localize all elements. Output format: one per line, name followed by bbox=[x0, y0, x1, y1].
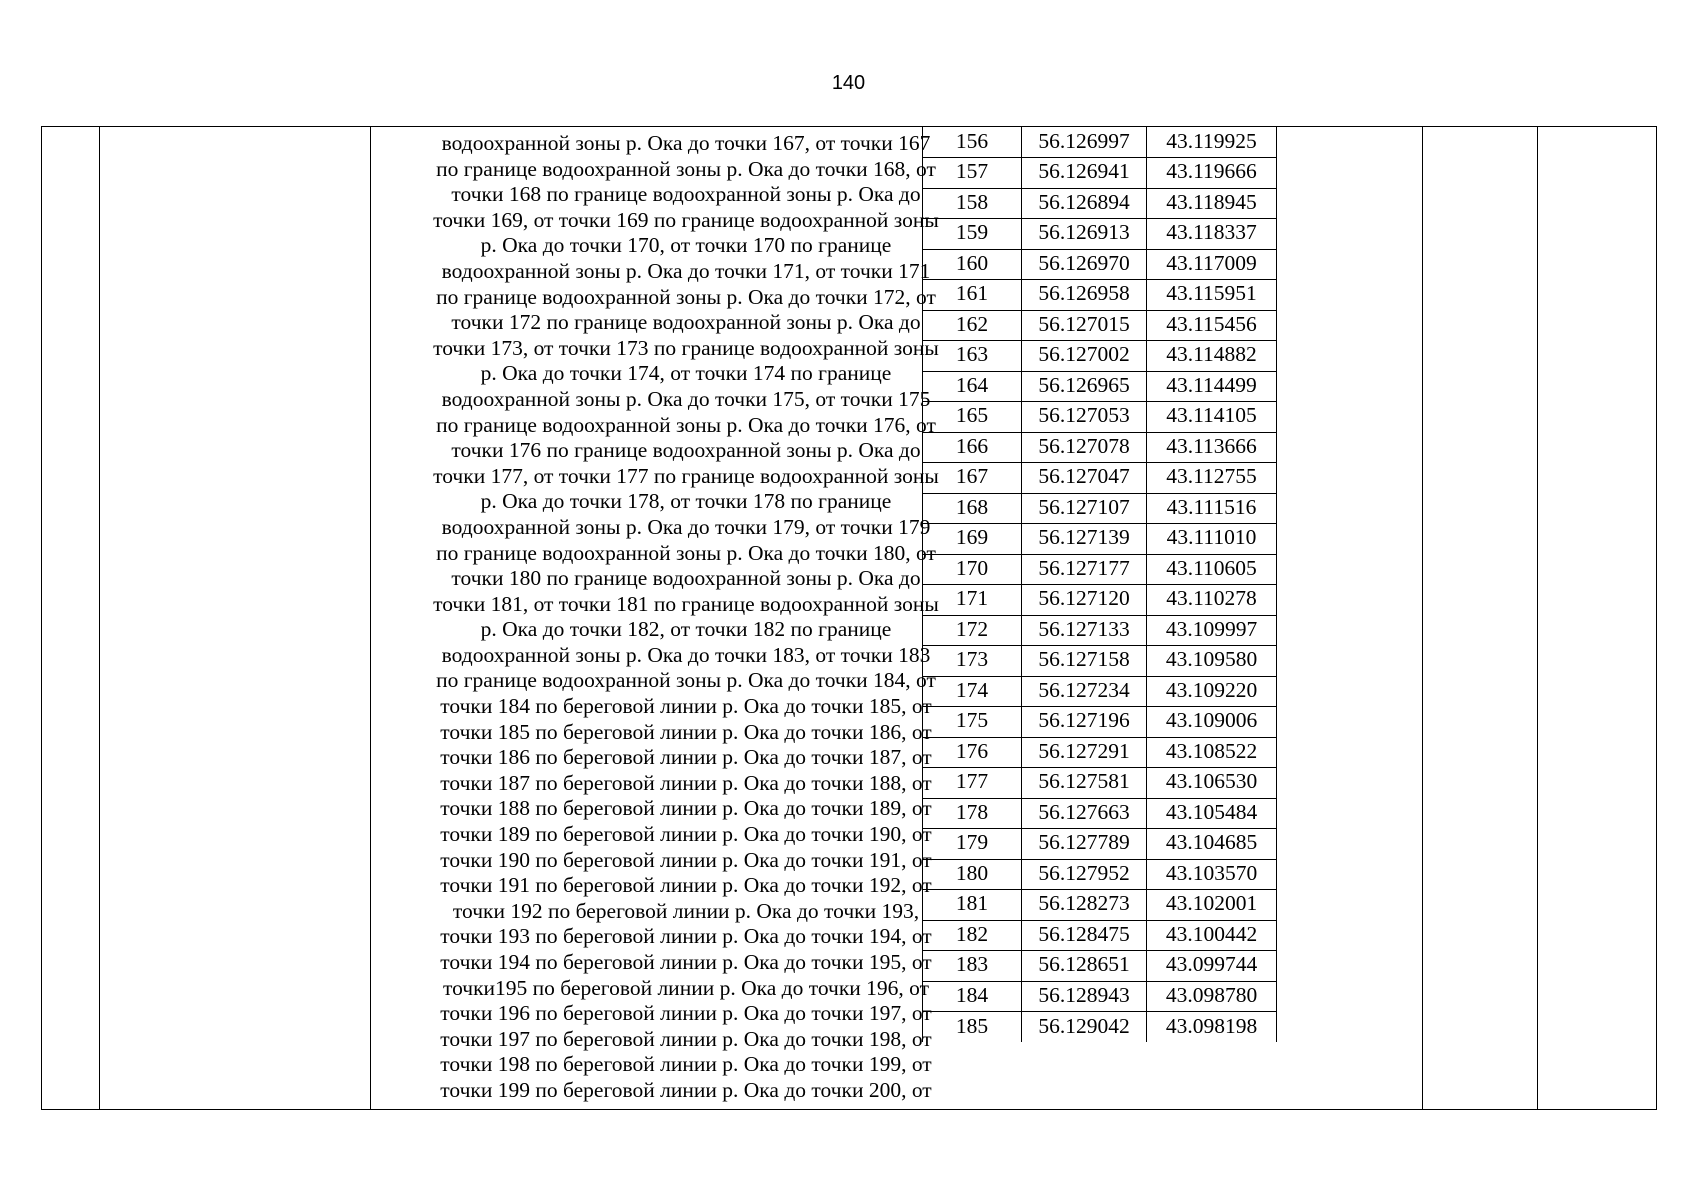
latitude-cell: 56.127952 bbox=[1022, 859, 1147, 890]
longitude-cell: 43.110605 bbox=[1147, 554, 1277, 585]
point-number-cell: 182 bbox=[923, 920, 1022, 951]
longitude-cell: 43.114499 bbox=[1147, 371, 1277, 402]
coordinate-row bbox=[923, 707, 1316, 738]
coordinate-row bbox=[923, 432, 1316, 463]
coordinate-row bbox=[923, 249, 1316, 280]
coordinate-row bbox=[923, 737, 1316, 768]
description-line: точки 190 по береговой линии р. Ока до точки 191, от bbox=[440, 847, 932, 872]
empty-cell bbox=[1277, 463, 1316, 494]
coordinate-row bbox=[923, 798, 1316, 829]
point-number-cell: 159 bbox=[923, 219, 1022, 250]
description-line: точки 172 по границе водоохранной зоны р. Ока до bbox=[451, 310, 921, 335]
point-number-cell: 178 bbox=[923, 798, 1022, 829]
latitude-cell: 56.127078 bbox=[1022, 432, 1147, 463]
empty-cell bbox=[1277, 707, 1316, 738]
empty-cell bbox=[1277, 280, 1316, 311]
longitude-cell: 43.105484 bbox=[1147, 798, 1277, 829]
point-number-cell: 183 bbox=[923, 951, 1022, 982]
coordinate-row bbox=[923, 524, 1316, 555]
longitude-cell: 43.098198 bbox=[1147, 1012, 1277, 1043]
latitude-cell: 56.127002 bbox=[1022, 341, 1147, 372]
latitude-cell: 56.126970 bbox=[1022, 249, 1147, 280]
point-number-cell: 157 bbox=[923, 158, 1022, 189]
empty-cell bbox=[1277, 493, 1316, 524]
point-number-cell: 162 bbox=[923, 310, 1022, 341]
latitude-cell: 56.127196 bbox=[1022, 707, 1147, 738]
description-line: точки 188 по береговой линии р. Ока до точки 189, от bbox=[440, 796, 932, 821]
point-number-cell: 168 bbox=[923, 493, 1022, 524]
longitude-cell: 43.102001 bbox=[1147, 890, 1277, 921]
point-number-cell: 179 bbox=[923, 829, 1022, 860]
empty-cell bbox=[1277, 371, 1316, 402]
coordinate-row bbox=[923, 158, 1316, 189]
point-number-cell: 160 bbox=[923, 249, 1022, 280]
longitude-cell: 43.111010 bbox=[1147, 524, 1277, 555]
longitude-cell: 43.109997 bbox=[1147, 615, 1277, 646]
longitude-cell: 43.115456 bbox=[1147, 310, 1277, 341]
longitude-cell: 43.113666 bbox=[1147, 432, 1277, 463]
latitude-cell: 56.128273 bbox=[1022, 890, 1147, 921]
description-line: точки 177, от точки 177 по границе водоохранной зоны bbox=[433, 463, 939, 488]
point-number-cell: 177 bbox=[923, 768, 1022, 799]
description-line: р. Ока до точки 170, от точки 170 по границе bbox=[480, 233, 892, 258]
point-number-cell: 184 bbox=[923, 981, 1022, 1012]
coordinate-row bbox=[923, 646, 1316, 677]
point-number-cell: 181 bbox=[923, 890, 1022, 921]
longitude-cell: 43.098780 bbox=[1147, 981, 1277, 1012]
boundary-description bbox=[415, 131, 957, 1104]
point-number-cell: 161 bbox=[923, 280, 1022, 311]
latitude-cell: 56.127053 bbox=[1022, 402, 1147, 433]
description-line: р. Ока до точки 178, от точки 178 по границе bbox=[480, 489, 892, 514]
latitude-cell: 56.127015 bbox=[1022, 310, 1147, 341]
longitude-cell: 43.104685 bbox=[1147, 829, 1277, 860]
longitude-cell: 43.115951 bbox=[1147, 280, 1277, 311]
boundary-table bbox=[41, 126, 1657, 1110]
point-number-cell: 173 bbox=[923, 646, 1022, 677]
latitude-cell: 56.127047 bbox=[1022, 463, 1147, 494]
longitude-cell: 43.118337 bbox=[1147, 219, 1277, 250]
latitude-cell: 56.128651 bbox=[1022, 951, 1147, 982]
latitude-cell: 56.126958 bbox=[1022, 280, 1147, 311]
coordinate-row bbox=[923, 951, 1316, 982]
latitude-cell: 56.129042 bbox=[1022, 1012, 1147, 1043]
latitude-cell: 56.127581 bbox=[1022, 768, 1147, 799]
empty-cell bbox=[1277, 646, 1316, 677]
point-number-cell: 166 bbox=[923, 432, 1022, 463]
longitude-cell: 43.103570 bbox=[1147, 859, 1277, 890]
description-line: точки 173, от точки 173 по границе водоохранной зоны bbox=[433, 335, 939, 360]
description-line: по границе водоохранной зоны р. Ока до точки 184, от bbox=[436, 668, 936, 693]
coordinate-row bbox=[923, 310, 1316, 341]
latitude-cell: 56.127120 bbox=[1022, 585, 1147, 616]
description-line: водоохранной зоны р. Ока до точки 167, от точки 167 bbox=[441, 131, 931, 155]
latitude-cell: 56.127133 bbox=[1022, 615, 1147, 646]
point-number-cell: 169 bbox=[923, 524, 1022, 555]
empty-cell bbox=[1277, 158, 1316, 189]
longitude-cell: 43.099744 bbox=[1147, 951, 1277, 982]
description-line: точки 196 по береговой линии р. Ока до точки 197, от bbox=[440, 1001, 932, 1026]
description-line: точки 168 по границе водоохранной зоны р. Ока до bbox=[451, 182, 921, 207]
coordinate-row bbox=[923, 920, 1316, 951]
empty-cell bbox=[1277, 859, 1316, 890]
empty-cell bbox=[1277, 188, 1316, 219]
empty-cell bbox=[1277, 829, 1316, 860]
description-line: точки 194 по береговой линии р. Ока до точки 195, от bbox=[440, 950, 932, 974]
description-line: точки 192 по береговой линии р. Ока до точки 193, bbox=[452, 898, 920, 923]
latitude-cell: 56.126941 bbox=[1022, 158, 1147, 189]
coordinate-row bbox=[923, 280, 1316, 311]
point-number-cell: 172 bbox=[923, 615, 1022, 646]
longitude-cell: 43.106530 bbox=[1147, 768, 1277, 799]
coordinate-row bbox=[923, 371, 1316, 402]
description-line: р. Ока до точки 174, от точки 174 по границе bbox=[480, 361, 892, 386]
latitude-cell: 56.127158 bbox=[1022, 646, 1147, 677]
longitude-cell: 43.117009 bbox=[1147, 249, 1277, 280]
column-divider bbox=[1537, 127, 1538, 1109]
empty-cell bbox=[1277, 219, 1316, 250]
latitude-cell: 56.127234 bbox=[1022, 676, 1147, 707]
point-number-cell: 163 bbox=[923, 341, 1022, 372]
empty-cell bbox=[1277, 1012, 1316, 1043]
longitude-cell: 43.119925 bbox=[1147, 127, 1277, 158]
point-number-cell: 170 bbox=[923, 554, 1022, 585]
longitude-cell: 43.114882 bbox=[1147, 341, 1277, 372]
latitude-cell: 56.127107 bbox=[1022, 493, 1147, 524]
coordinate-row bbox=[923, 676, 1316, 707]
coordinate-row bbox=[923, 341, 1316, 372]
point-number-cell: 158 bbox=[923, 188, 1022, 219]
longitude-cell: 43.100442 bbox=[1147, 920, 1277, 951]
description-line: точки 180 по границе водоохранной зоны р. Ока до bbox=[451, 566, 921, 591]
latitude-cell: 56.126894 bbox=[1022, 188, 1147, 219]
longitude-cell: 43.109220 bbox=[1147, 676, 1277, 707]
longitude-cell: 43.110278 bbox=[1147, 585, 1277, 616]
coordinate-row bbox=[923, 402, 1316, 433]
point-number-cell: 174 bbox=[923, 676, 1022, 707]
empty-cell bbox=[1277, 676, 1316, 707]
description-line: водоохранной зоны р. Ока до точки 183, от точки 183 bbox=[441, 642, 931, 667]
coordinate-row bbox=[923, 493, 1316, 524]
empty-cell bbox=[1277, 127, 1316, 158]
latitude-cell: 56.126965 bbox=[1022, 371, 1147, 402]
coordinate-row bbox=[923, 463, 1316, 494]
point-number-cell: 171 bbox=[923, 585, 1022, 616]
latitude-cell: 56.126997 bbox=[1022, 127, 1147, 158]
longitude-cell: 43.111516 bbox=[1147, 493, 1277, 524]
column-divider bbox=[1422, 127, 1423, 1109]
description-line: р. Ока до точки 182, от точки 182 по границе bbox=[480, 617, 892, 642]
description-line: водоохранной зоны р. Ока до точки 171, от точки 171 bbox=[441, 258, 931, 283]
coordinate-row bbox=[923, 1012, 1316, 1043]
description-line: точки 186 по береговой линии р. Ока до точки 187, от bbox=[440, 745, 932, 770]
point-number-cell: 164 bbox=[923, 371, 1022, 402]
description-line: по границе водоохранной зоны р. Ока до точки 180, от bbox=[436, 540, 936, 565]
empty-cell bbox=[1277, 310, 1316, 341]
empty-cell bbox=[1277, 890, 1316, 921]
empty-cell bbox=[1277, 951, 1316, 982]
page-number: 140 bbox=[831, 72, 866, 94]
point-number-cell: 156 bbox=[923, 127, 1022, 158]
longitude-cell: 43.109580 bbox=[1147, 646, 1277, 677]
point-number-cell: 185 bbox=[923, 1012, 1022, 1043]
longitude-cell: 43.108522 bbox=[1147, 737, 1277, 768]
empty-cell bbox=[1277, 402, 1316, 433]
empty-cell bbox=[1277, 920, 1316, 951]
column-divider bbox=[370, 127, 371, 1109]
description-line: точки 197 по береговой линии р. Ока до точки 198, от bbox=[440, 1026, 932, 1051]
description-line: точки 189 по береговой линии р. Ока до точки 190, от bbox=[440, 822, 932, 847]
empty-cell bbox=[1277, 249, 1316, 280]
point-number-cell: 180 bbox=[923, 859, 1022, 890]
description-line: точки 198 по береговой линии р. Ока до точки 199, от bbox=[440, 1052, 932, 1077]
coordinate-row bbox=[923, 127, 1316, 158]
empty-cell bbox=[1277, 554, 1316, 585]
description-line: точки 169, от точки 169 по границе водоохранной зоны bbox=[433, 207, 939, 232]
empty-cell bbox=[1277, 341, 1316, 372]
coordinate-row bbox=[923, 554, 1316, 585]
coordinate-row bbox=[923, 859, 1316, 890]
empty-cell bbox=[1277, 768, 1316, 799]
coordinate-row bbox=[923, 219, 1316, 250]
empty-cell bbox=[1277, 524, 1316, 555]
description-line: точки 191 по береговой линии р. Ока до точки 192, от bbox=[440, 873, 932, 898]
description-line: точки 176 по границе водоохранной зоны р. Ока до bbox=[451, 438, 921, 463]
longitude-cell: 43.114105 bbox=[1147, 402, 1277, 433]
empty-cell bbox=[1277, 585, 1316, 616]
longitude-cell: 43.118945 bbox=[1147, 188, 1277, 219]
point-number-cell: 176 bbox=[923, 737, 1022, 768]
column-divider bbox=[99, 127, 100, 1109]
description-line: точки 184 по береговой линии р. Ока до точки 185, от bbox=[440, 694, 932, 719]
description-line: точки 193 по береговой линии р. Ока до точки 194, от bbox=[440, 924, 932, 949]
longitude-cell: 43.112755 bbox=[1147, 463, 1277, 494]
coordinate-row bbox=[923, 981, 1316, 1012]
latitude-cell: 56.128475 bbox=[1022, 920, 1147, 951]
description-line: по границе водоохранной зоны р. Ока до точки 172, от bbox=[436, 284, 936, 309]
coordinate-row bbox=[923, 188, 1316, 219]
description-line: точки 185 по береговой линии р. Ока до точки 186, от bbox=[440, 719, 932, 744]
description-line: точки195 по береговой линии р. Ока до точки 196, от bbox=[442, 975, 930, 1000]
description-line: водоохранной зоны р. Ока до точки 175, от точки 175 bbox=[441, 386, 931, 411]
empty-cell bbox=[1277, 432, 1316, 463]
longitude-cell: 43.119666 bbox=[1147, 158, 1277, 189]
point-number-cell: 165 bbox=[923, 402, 1022, 433]
coordinate-row bbox=[923, 890, 1316, 921]
latitude-cell: 56.127291 bbox=[1022, 737, 1147, 768]
point-number-cell: 175 bbox=[923, 707, 1022, 738]
point-number-cell: 167 bbox=[923, 463, 1022, 494]
latitude-cell: 56.127139 bbox=[1022, 524, 1147, 555]
coordinates-table bbox=[922, 127, 1316, 1042]
latitude-cell: 56.127177 bbox=[1022, 554, 1147, 585]
latitude-cell: 56.127663 bbox=[1022, 798, 1147, 829]
empty-cell bbox=[1277, 615, 1316, 646]
description-line: точки 181, от точки 181 по границе водоохранной зоны bbox=[433, 591, 939, 616]
description-line: по границе водоохранной зоны р. Ока до точки 176, от bbox=[436, 412, 936, 437]
empty-cell bbox=[1277, 737, 1316, 768]
longitude-cell: 43.109006 bbox=[1147, 707, 1277, 738]
coordinate-row bbox=[923, 585, 1316, 616]
empty-cell bbox=[1277, 798, 1316, 829]
empty-cell bbox=[1277, 981, 1316, 1012]
latitude-cell: 56.128943 bbox=[1022, 981, 1147, 1012]
description-line: водоохранной зоны р. Ока до точки 179, от точки 179 bbox=[441, 514, 931, 539]
description-line: точки 199 по береговой линии р. Ока до точки 200, от bbox=[440, 1077, 932, 1102]
coordinate-row bbox=[923, 768, 1316, 799]
coordinate-row bbox=[923, 615, 1316, 646]
latitude-cell: 56.126913 bbox=[1022, 219, 1147, 250]
latitude-cell: 56.127789 bbox=[1022, 829, 1147, 860]
description-line: по границе водоохранной зоны р. Ока до точки 168, от bbox=[436, 156, 936, 181]
coordinate-row bbox=[923, 829, 1316, 860]
description-line: точки 187 по береговой линии р. Ока до точки 188, от bbox=[440, 770, 932, 795]
